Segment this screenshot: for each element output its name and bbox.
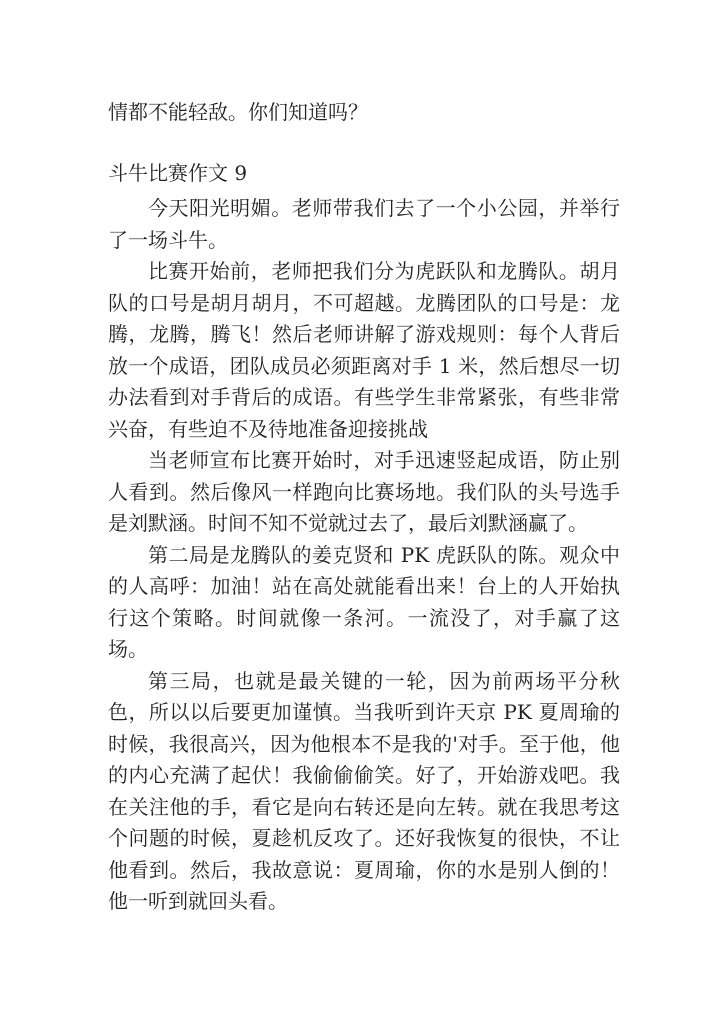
- article-title: 斗牛比赛作文 9: [108, 161, 248, 185]
- paragraph-2: 比赛开始前，老师把我们分为虎跃队和龙腾队。胡月队的口号是胡月胡月，不可超越。龙腾团队的口号是：龙腾，龙腾，腾飞！然后老师讲解了游戏规则：每个人背后放一个成语，团队成员必须距离对手 1 米，然后想尽一切办法看到对手背后的成语。有些学生非常紧张，有些非常兴奋，有些迫不及待地准备迎接挑战: [108, 259, 620, 441]
- paragraph-5: 第三局，也就是最关键的一轮，因为前两场平分秋色，所以以后要更加谨慎。当我听到许天京 PK 夏周瑜的时候，我很高兴，因为他根本不是我的'对手。至于他，他的内心充满了起伏！我偷偷偷笑。好了，开始游戏吧。我在关注他的手，看它是向右转还是向左转。就在我思考这个问题的时候，夏趁机反攻了。还好我恢复的很快，不让他看到。然后，我故意说：夏周瑜，你的水是别人倒的！他一听到就回头看。: [108, 668, 620, 913]
- paragraph-1: 今天阳光明媚。老师带我们去了一个小公园，并举行了一场斗牛。: [108, 196, 620, 252]
- article-body: [108, 193, 620, 918]
- previous-paragraph-tail: 情都不能轻敌。你们知道吗？: [108, 100, 368, 124]
- paragraph-4: 第二局是龙腾队的姜克贤和 PK 虎跃队的陈。观众中的人高呼：加油！站在高处就能看出来！台上的人开始执行这个策略。时间就像一条河。一流没了，对手赢了这场。: [108, 542, 620, 661]
- paragraph-3: 当老师宣布比赛开始时，对手迅速竖起成语，防止别人看到。然后像风一样跑向比赛场地。我们队的头号选手是刘默涵。时间不知不觉就过去了，最后刘默涵赢了。: [108, 448, 620, 535]
